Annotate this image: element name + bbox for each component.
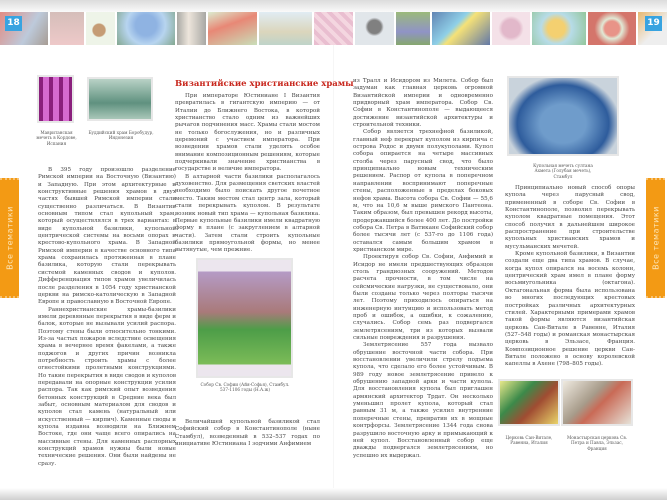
stamp-strip <box>0 12 667 45</box>
paragraph: Раннехристианские храмы-базилики имели деревянные перекрытия в виде ферм и балок, которые не вызывали усилий распора. Поэтому стены были относительно тонкими. Из-за частых пожаров вследствие освещения храма в вечернее время факелами, а также поджогов и других причин возникла потребность строить храмы с более огнестойкими пролетными конструкциями. Но такие перекрытия в виде сводов и куполов передавали на опорные конструкции усилия распора. Так как римский опыт возведения бетонных конструкций в Средние века был забыт, основным материалом для сводов и куполов стал камень (натуральный или искусственный — кирпич). Каменные своды и купола издавна возводили на Ближнем Востоке, где они чаще всего опирались на массивные стены. Для каменных распорных конструкций храмов нужны были новые технические решения. Они были найдены не сразу. <box>38 306 176 467</box>
left-page-column-2-end <box>175 419 320 448</box>
cordoba-mosque-stamp <box>37 75 74 123</box>
stamp-caption: Монастырская церковь Св. Петра и Павла, Эльзас, Франция <box>566 435 628 451</box>
side-tab-left[interactable] <box>0 178 19 298</box>
stamp-caption: Мавританская мечеть в Кордове, Испания <box>36 130 77 146</box>
borobudur-stamp <box>87 77 153 121</box>
paragraph: Величайшей купольной базиликой стал Софийский собор в Константинополе (ныне Стамбул), возведенный в 532–537 годах по инициативе Юстиниана I зодчими Анфимием <box>175 419 320 448</box>
stamp-caption: Буддийский храм Боробудур, Индонезия <box>88 130 154 141</box>
right-page-column-1 <box>353 78 493 460</box>
page-number-left: 18 <box>5 16 22 31</box>
stamp-butterflyfish <box>532 12 585 45</box>
stamp-hand-animal <box>50 12 84 45</box>
paragraph: Проектируя собор Св. Софии, Анфимий и Исидор не имели предшествующих образцов столь грандиозных сооружений. Методов расчета прочности, в том числе на сейсмические нагрузки, не существовало, они были созданы только через полторы тысячи лет. Поэтому приходилось опираться на инженерную интуицию и использовать метод проб и ошибок, а ошибки, к сожалению, случались. Собор семь раз подвергался землетрясениям, три из которых вызвали сильные повреждения и разрушения. <box>353 254 493 342</box>
stamp-fish-red <box>208 12 256 45</box>
paragraph: Землетрясение 557 года вызвало обрушение восточной части собора. При восстановлении увеличили стрелу подъема купола, что сделало его более устойчивым. В 989 году новое землетрясение привело к обрушению западной арки и части купола. Для восстановления купола был приглашен армянский архитектор Трдат. Он несколько уменьшил пролет купола, который стал равным 31 м, а также усилил внутренние поперечные стены, превратив их в мощные контрфорсы. Землетрясение 1344 года снова разрушило восточную арку и примыкающий к ней купол. Восстановленный собор еще дважды подвергался землетрясениям, но успешно их выдержал. <box>353 342 493 459</box>
stamp-caption: Собор Св. Софии (Айя-Софья), Стамбул. 537-1106 годы (Н.А.ж) <box>200 382 290 393</box>
stamp-heart <box>492 12 531 45</box>
stamp-caption: Купольная мечеть султана Ахмета (Голубая мечеть), Стамбул <box>533 163 593 179</box>
paragraph: В 395 году произошло разделение Римской империи на Восточную (Византию) и Западную. При этом архитектурные и конструктивные решения храмов в двух частях бывшей Римской империи стали существенно различаться. В Византии основным типом стал купольный храм, который осуществлялся в трех вариантах: в виде купольной базилики, купольной центрической системы на восьми опорах и крестово-купольного храма. В Западной Римской империи в качестве основного типа храма сохранилась протяженная в плане базилика, которую стали перекрывать системой каменных сводов и куполов. Дифференциация типов храмов увеличилась после разделения в 1054 году христианской церкви на римско-католическую в Западной Европе и православную в Восточной Европе. <box>38 167 176 306</box>
left-page-column-1 <box>38 167 176 468</box>
paragraph: из Тралл и Исидором из Милета. Собор был задуман как главная церковь огромной Византийской империи и одновременно придворный храм императора. Собор Св. Софии в Константинополе — выдающееся достижение византийской архитектуры и строительной техники. <box>353 78 493 129</box>
stamp-jellyfish <box>117 12 175 45</box>
stamp-flowers <box>396 12 430 45</box>
alsace-church-stamp <box>561 379 633 426</box>
stamp-beaver <box>86 12 115 45</box>
paragraph: Кроме купольной базилики, в Византии создали еще два типа храмов. В случае, когда купол опирался на восемь колонн, центрический храм имел в плане форму восьмиугольника (октагона). Октагональная форма была использована во многих последующих крестовых постройках различных архитектурных стилей. Характерными примерами храмов такой формы являются византийская церковь Сан-Витале в Равенне, Италия (527–548 годы) и романская монастырская церковь в Эльзасе, Франция. Композиционное решение церкви Сан-Витале положено в основу королевской капеллы в Ахене (798–805 годы). <box>505 251 635 368</box>
side-tab-right[interactable] <box>646 178 665 298</box>
stamp-caption: Церковь Сан-Витале, Равенна, Италия <box>505 435 553 446</box>
paragraph: При императоре Юстиниане I Византия превратилась в гигантскую империю — от Италии до Ближнего Востока, в которой христианство стало одним из важнейших рычагов подчинения масс. Храмы стали мостом не только богослужения, но и различных церемоний с участием императора. При возведении храмов стали уделять особое внимание композиционным решениям, которые подчеркивали значение христианства в государстве и величие императора. <box>175 93 320 173</box>
stamp-coat-of-arms <box>588 12 636 45</box>
stamp-pink-pattern <box>314 12 353 45</box>
blue-mosque-stamp <box>507 76 619 156</box>
paragraph: Собор является трехнефной базиликой, главный неф перекрыт куполом из кирпича с острова Родос и двумя полукуполами. Купол собора опирается на четыре массивных столба через парусный свод, что было принципиально новым техническим решением. Распор от купола в поперечном направлении воспринимают поперечные стены, расположенные в пределах боковых нефов храма. Высота собора Св. Софии — 55,6 м, что на 10,6 м выше римского Пантеона. Таким образом, был превышен рекорд высоты, продержавшийся более 400 лет. До постройки собора Св. Петра в Ватикане Софийский собор более тысячи лет (с 537-го до 1106 года) оставался самым большим храмом в христианском мире. <box>353 129 493 253</box>
stamp-portrait <box>177 12 206 45</box>
page-number-right: 19 <box>645 16 662 31</box>
side-tab-label: Все тематики <box>651 206 660 270</box>
stamp-rainbow-space <box>432 12 490 45</box>
san-vitale-stamp <box>498 379 560 426</box>
bottom-shadow <box>0 488 667 500</box>
left-page-column-2 <box>175 93 320 255</box>
paragraph: Принципиально новый способ опоры купола через парусный свод, примененный в соборе Св. Софии в Константинополе, позволил перекрывать куполом квадратные помещения. Этот способ получил в дальнейшем широкое распространение при строительстве купольных христианских храмов и мусульманских мечетей. <box>505 185 635 250</box>
section-heading: Византийские христианские храмы <box>175 79 354 89</box>
right-page-column-2 <box>505 185 635 369</box>
stamp-sailing-ship <box>259 12 312 45</box>
hagia-sophia-stamp <box>196 258 293 378</box>
side-tab-label: Все тематики <box>5 206 14 270</box>
stamp-man-portrait <box>355 12 394 45</box>
paragraph: В алтарной части базилики располагалось духовенство. Для размещения светских властей необходимо было поискать другое почетное место. Таким местом стал центр зала, который стали перекрывать куполом. В результате возник новый тип храма — купольная базилика. Первые купольные базилики имели квадратную форму в плане (с закруглением в алтарной части). Затем стали строить купольные базилики прямоугольной формы, но менее вытянутые, чем прежние. <box>175 173 320 254</box>
page-spine <box>333 45 334 490</box>
